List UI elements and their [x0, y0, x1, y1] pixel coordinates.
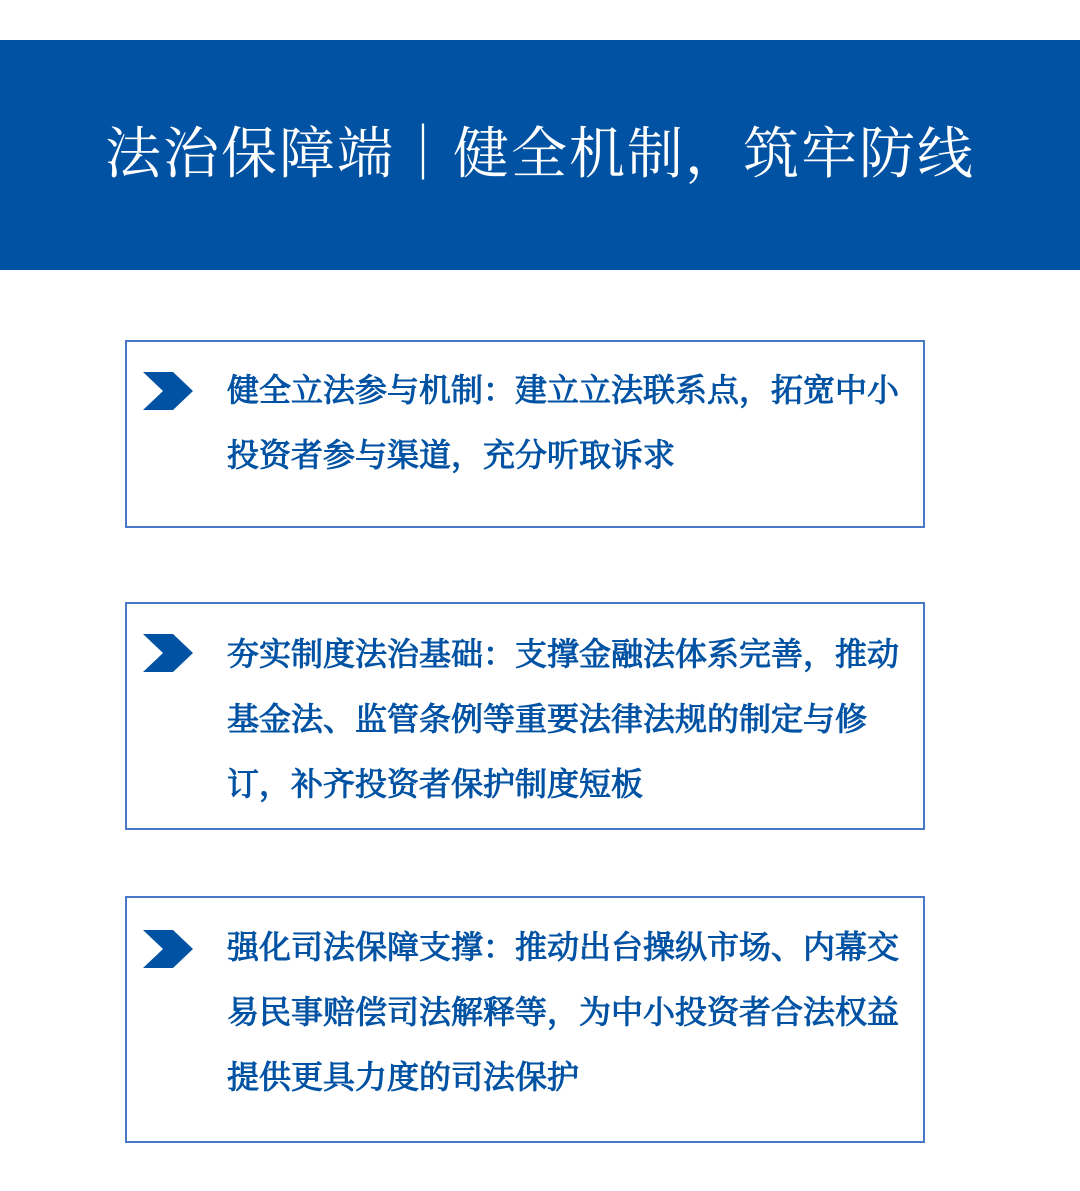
- header-banner: [0, 40, 1080, 270]
- card-text: 夯实制度法治基础：支撑金融法体系完善，推动基金法、监管条例等重要法律法规的制定与修订，补齐投资者保护制度短板: [227, 635, 900, 803]
- info-card: [125, 602, 925, 830]
- chevron-right-icon: [143, 372, 193, 410]
- card-text: 健全立法参与机制：建立立法联系点，拓宽中小投资者参与渠道，充分听取诉求: [227, 371, 900, 474]
- card-text: 强化司法保障支撑：推动出台操纵市场、内幕交易民事赔偿司法解释等，为中小投资者合法权益提供更具力度的司法保护: [227, 928, 900, 1096]
- page-title: 法治保障端｜健全机制，筑牢防线: [105, 122, 975, 187]
- info-card: [125, 340, 925, 528]
- chevron-right-icon: [143, 634, 193, 672]
- chevron-right-icon: [143, 930, 193, 968]
- info-card: [125, 896, 925, 1143]
